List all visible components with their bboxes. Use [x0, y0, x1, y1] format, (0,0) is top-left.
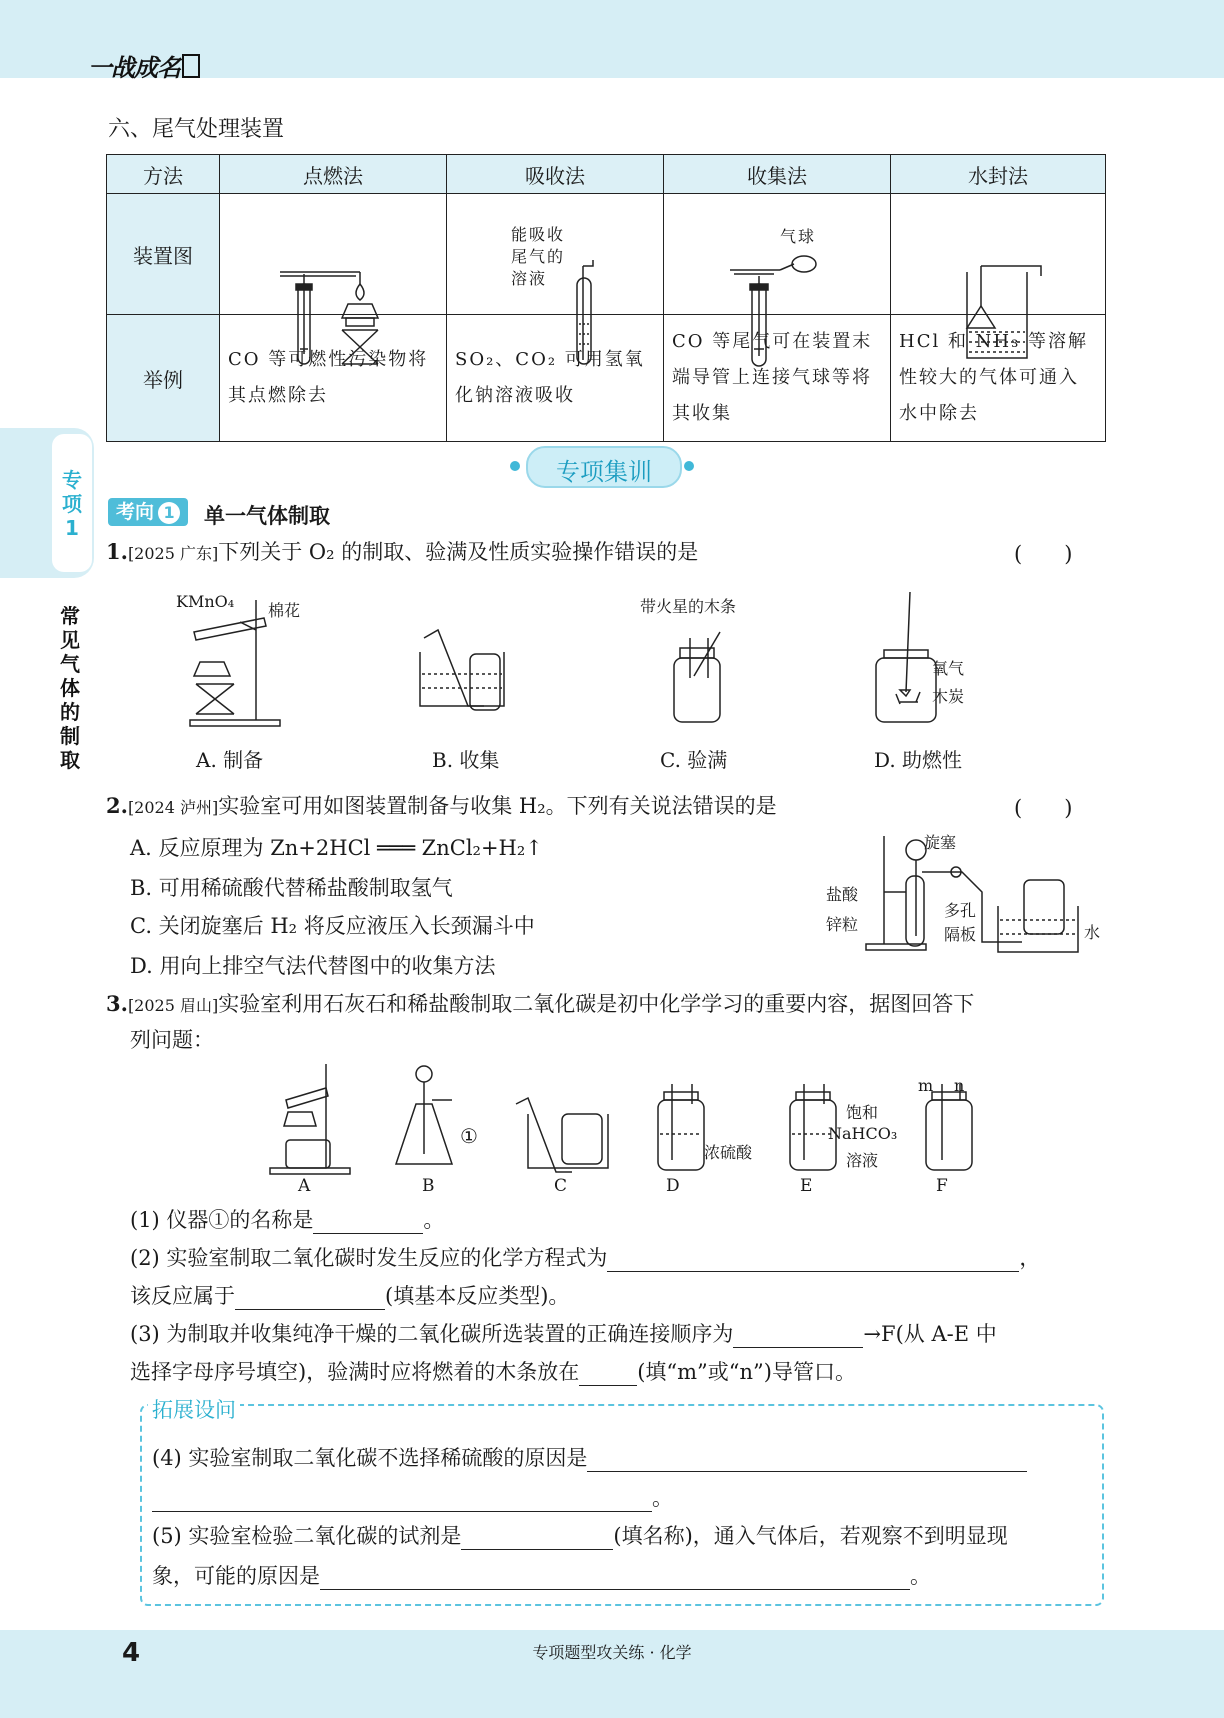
example-cell: HCl 和 NH₃ 等溶解性较大的气体可通入水中除去: [891, 315, 1106, 442]
absorption-diagram: 能吸收 尾气的 溶液: [447, 194, 664, 315]
q3-part-2: (2) 实验室制取二氧化碳时发生反应的化学方程式为 ，: [130, 1246, 1041, 1270]
answer-blank[interactable]: [607, 1249, 1019, 1272]
apparatus-label: A: [298, 1176, 311, 1196]
water-seal-diagram: [891, 194, 1106, 315]
combustion-apparatus-icon: [220, 254, 446, 374]
row-label: 装置图: [107, 194, 220, 315]
answer-blank[interactable]: [152, 1489, 652, 1512]
q3-part-3-cont: 选择字母序号填空)，验满时应将燃着的木条放在 (填“m”或“n”)导管口。: [130, 1360, 856, 1384]
special-training-banner: 专项集训: [510, 446, 694, 486]
answer-blank[interactable]: [320, 1567, 910, 1590]
answer-blank[interactable]: [235, 1287, 385, 1310]
question-1-stem: 1.[2025 广东]下列关于 O₂ 的制取、验满及性质实验操作错误的是: [106, 539, 699, 564]
side-chapter-title: 常 见 气 体 的 制 取: [60, 604, 80, 772]
collection-diagram: 气球: [664, 194, 891, 315]
row-label: 举例: [107, 315, 220, 442]
question-2-stem: 2.[2024 泸州]实验室可用如图装置制备与收集 H₂。下列有关说法错误的是: [106, 793, 777, 818]
q3-part-3: (3) 为制取并收集纯净干燥的二氧化碳所选装置的正确连接顺序为 →F(从 A-E 中: [130, 1322, 997, 1346]
table-header: 方法: [107, 155, 220, 194]
page-number: 4: [122, 1638, 141, 1668]
option-label: B. 收集: [432, 748, 500, 772]
table-header: 点燃法: [220, 155, 447, 194]
option-label: A. 制备: [196, 748, 264, 772]
q3-part-1: (1) 仪器①的名称是 。: [130, 1208, 445, 1232]
water-seal-beaker-icon: [891, 254, 1103, 374]
apparatus-label: D: [666, 1176, 680, 1196]
ext-part-4-cont: 。: [152, 1484, 673, 1512]
answer-blank[interactable]: [313, 1211, 423, 1234]
absorption-tube-icon: [447, 254, 663, 374]
table-header: 水封法: [891, 155, 1106, 194]
example-cell: CO 等可燃性污染物将其点燃除去: [220, 315, 447, 442]
topic-title: 单一气体制取: [204, 504, 330, 528]
option-text: A. 反应原理为 Zn+2HCl ═══ ZnCl₂+H₂↑: [130, 836, 543, 860]
question-3-stem: 3.[2025 眉山]实验室利用石灰石和稀盐酸制取二氧化碳是初中化学学习的重要内容，据图回答下: [106, 991, 975, 1016]
example-cell: CO 等尾气可在装置末端导管上连接气球等将其收集: [664, 315, 891, 442]
answer-paren: ( ): [1014, 796, 1073, 820]
topic-badge: 考向 1: [108, 498, 188, 526]
combustion-diagram: [220, 194, 447, 315]
section-title: 六、尾气处理装置: [108, 117, 285, 142]
ext-part-5: (5) 实验室检验二氧化碳的试剂是 (填名称)，通入气体后，若观察不到明显现: [152, 1524, 1008, 1548]
answer-paren: ( ): [1014, 542, 1073, 566]
option-text: C. 关闭旋塞后 H₂ 将反应液压入长颈漏斗中: [130, 914, 535, 938]
exhaust-treatment-table: [106, 154, 1106, 442]
option-text: D. 用向上排空气法代替图中的收集方法: [130, 954, 496, 978]
table-header: 吸收法: [447, 155, 664, 194]
apparatus-label: F: [936, 1176, 948, 1196]
apparatus-label: B: [422, 1176, 435, 1196]
answer-blank[interactable]: [587, 1449, 1027, 1472]
ext-part-5-cont: 象，可能的原因是 。: [152, 1564, 931, 1588]
apparatus-label: E: [800, 1176, 813, 1196]
balloon-apparatus-icon: [664, 254, 890, 374]
example-cell: SO₂、CO₂ 可用氢氧化钠溶液吸收: [447, 315, 664, 442]
option-label: C. 验满: [660, 748, 728, 772]
brand-logo: 一战成名: [88, 48, 200, 83]
apparatus-label: C: [554, 1176, 568, 1196]
extended-questions-title: 拓展设问: [148, 1394, 240, 1424]
q3-part-2-cont: 该反应属于 (填基本反应类型)。: [130, 1284, 570, 1308]
option-text: B. 可用稀硫酸代替稀盐酸制取氢气: [130, 876, 453, 900]
option-label: D. 助燃性: [874, 748, 963, 772]
side-tab-label: 专 项 1: [62, 468, 82, 540]
q2-apparatus-icon: [860, 836, 1086, 954]
question-3-stem-cont: 列问题：: [130, 1028, 214, 1052]
footer-text: 专项题型攻关练 · 化学: [532, 1643, 692, 1662]
answer-blank[interactable]: [733, 1325, 863, 1348]
answer-blank[interactable]: [579, 1363, 637, 1386]
q1-apparatus-icon: [180, 592, 1010, 732]
table-header: 收集法: [664, 155, 891, 194]
answer-blank[interactable]: [461, 1527, 613, 1550]
ext-part-4: (4) 实验室制取二氧化碳不选择稀硫酸的原因是: [152, 1444, 1027, 1472]
